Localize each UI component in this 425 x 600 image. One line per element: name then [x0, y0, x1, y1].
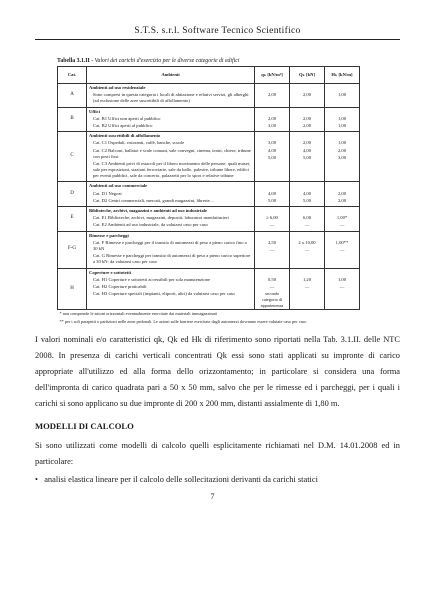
load-value: 3,00: [337, 154, 347, 160]
subcategory-line: Cat. B2 Uffici aperti al pubblico: [93, 122, 153, 128]
value-cell-qk: [255, 84, 290, 108]
load-value: 2,50: [267, 239, 277, 245]
category-title: Ambienti suscettibili di affollamento: [89, 133, 161, 139]
load-value: —: [304, 246, 310, 252]
value-cell-Hk: [325, 207, 360, 232]
value-cell-Qk: [290, 132, 325, 182]
subcategory-line: Cat. B1 Uffici non aperti al pubblico: [93, 115, 161, 121]
load-value: 2,00: [337, 147, 347, 153]
table-row: [58, 84, 360, 108]
col-header-qk: qₖ [kN/m²]: [255, 67, 290, 84]
table-caption-label: Tabella 3.1.II: [57, 58, 90, 64]
ambienti-cell: [87, 132, 255, 182]
category-cell: H: [58, 268, 87, 310]
value-cell-qk: [255, 182, 290, 207]
col-header-ambienti: Ambienti: [87, 67, 255, 84]
load-value: —: [339, 283, 345, 289]
load-value: —: [269, 222, 275, 228]
subcategory-line: Cat. C3 Ambienti privi di ostacoli per il libero movimento delle persone, quali musei, sale per esposizioni, stazioni ferroviarie, sale da ballo, palestre, tribune libere, edifici per eventi pubblici, sale da concerto, palazzetti per lo sport e relative tribune: [93, 160, 251, 179]
category-cell: A: [58, 84, 87, 108]
load-value: 2,00: [267, 92, 277, 98]
load-value: 1,00*: [336, 215, 348, 221]
load-value: 2,00: [267, 115, 277, 121]
category-title: Ambienti ad uso residenziale: [89, 85, 146, 90]
subcategory-line: Cat. E1 Biblioteche, archivi, magazzini, depositi, laboratori manifatturieri: [93, 215, 229, 221]
table-row: [58, 107, 360, 132]
value-cell-Qk: [290, 107, 325, 132]
load-value: 2,00: [302, 92, 312, 98]
col-header-Qk: Qₖ [kN]: [290, 67, 325, 84]
subcategory-line: Cat. H1 Coperture e sottotetti accessibili per sola manutenzione: [93, 276, 210, 282]
load-value: 5,00: [267, 154, 277, 160]
value-cell-Hk: [325, 84, 360, 108]
category-cell: C: [58, 132, 87, 182]
category-cell: D: [58, 182, 87, 207]
subcategory-line: Cat. D1 Negozi: [93, 190, 122, 196]
value-cell-qk: [255, 231, 290, 268]
ambienti-cell: [87, 268, 255, 310]
table-row: [58, 231, 360, 268]
category-title: Ambienti ad uso commerciale: [89, 183, 148, 189]
value-cell-qk: [255, 107, 290, 132]
category-title: Biblioteche, archivi, magazzini e ambienti ad uso industriale: [89, 208, 207, 213]
load-value: 1,00: [337, 92, 347, 98]
ambienti-cell: [87, 182, 255, 207]
load-value: 3,00: [267, 122, 277, 128]
paragraph-reference-values: I valori nominali e/o caratteristici qk, Qk ed Hk di riferimento sono riportati nella Tab. 3.1.II. delle NTC 2008. In presenza di carichi verticali concentrati Qk essi sono stati applicati su impronte di carico appropriate all'utilizzo ed alla forma dello orizzontamento; in particolare si considera una forma dell'impronta di carico quadrata pari a 50 x 50 mm, salvo che per le rimesse ed i parcheggi, per i quali i carichi si sono applicano su due impronte di 200 x 200 mm, distanti assialmente di 1,80 m.: [35, 335, 400, 409]
section-heading: MODELLI DI CALCOLO: [35, 421, 134, 432]
table-row: [58, 207, 360, 232]
load-value: 1,20: [302, 276, 312, 282]
load-value: 2,00: [337, 190, 347, 196]
load-value: 0,50: [267, 276, 277, 282]
col-header-Hk: Hₖ [kN/m]: [325, 67, 360, 84]
value-cell-Hk: [325, 268, 360, 310]
table-footnote: ** per i soli parapetti o partizioni nelle zone pedonali. Le azioni sulle barriere esercitate dagli automezzi dovranno essere valutate caso per caso: [59, 319, 307, 325]
load-value: —: [304, 222, 310, 228]
col-header-cat: Cat.: [58, 67, 87, 84]
load-value: 4,00: [267, 147, 277, 153]
subcategory-line: Cat. C2 Balconi, ballatoi e scale comuni, sale convegni, cinema, teatri, chiese, tribune con posti fissi: [93, 147, 251, 159]
running-header: S.T.S. s.r.l. Software Tecnico Scientifico: [134, 26, 301, 36]
load-value: 4,00: [302, 190, 312, 196]
value-cell-Hk: [325, 182, 360, 207]
h2-note: secondo categoria di appartenenza: [260, 291, 284, 308]
load-value: —: [269, 283, 275, 289]
subcategory-line: Cat. E2 Ambienti ad uso industriale, da valutarsi caso per caso: [93, 222, 208, 228]
load-value: 3,00: [267, 140, 277, 146]
load-value: 1,00: [337, 115, 347, 121]
footnote-row: [58, 310, 360, 318]
load-value: 5,00: [302, 197, 312, 203]
value-cell-qk: [255, 132, 290, 182]
load-value: 2,00: [302, 122, 312, 128]
value-cell-Hk: [325, 132, 360, 182]
load-value: 6,00: [302, 215, 312, 221]
subcategory-line: Cat. F Rimesse e parcheggi per il transito di automezzi di peso a pieno carico fino a 30 kN: [93, 239, 247, 251]
load-value: 5,00: [267, 197, 277, 203]
subcategory-line: Sono compresi in questa categoria i locali di abitazione e relativi servizi, gli alberghi (ad esclusione delle aree suscettibili di affollamento): [93, 92, 249, 104]
subcategory-line: Cat. G Rimesse e parcheggi per transito di automezzi di peso a pieno carico superiore a 30 kN: da valutarsi caso per caso: [93, 253, 251, 265]
value-cell-Qk: [290, 84, 325, 108]
category-title: Rimesse e parcheggi: [89, 232, 129, 238]
load-value: —: [269, 246, 275, 252]
load-value: —: [339, 246, 345, 252]
category-title: Coperture e sottotetti: [89, 269, 132, 275]
load-value: 1,00: [337, 122, 347, 128]
subcategory-line: Cat. D2 Centri commerciali, mercati, grandi magazzini, librerie…: [93, 197, 215, 203]
value-cell-qk: [255, 268, 290, 310]
category-cell: F-G: [58, 231, 87, 268]
loads-table: [57, 66, 360, 326]
header-rule: [35, 39, 400, 40]
ambienti-cell: [87, 107, 255, 132]
category-cell: E: [58, 207, 87, 232]
load-value: 2,00: [302, 115, 312, 121]
load-value: 1,00**: [335, 239, 349, 245]
value-cell-Qk: [290, 231, 325, 268]
load-value: 5,00: [302, 154, 312, 160]
load-value: 4,00: [302, 147, 312, 153]
page-number: 7: [210, 492, 215, 502]
ambienti-cell: [87, 207, 255, 232]
load-value: —: [339, 222, 345, 228]
table-row: [58, 132, 360, 182]
value-cell-Qk: [290, 207, 325, 232]
load-value: 2 x 10,00: [298, 239, 316, 245]
table-footnote: * non comprende le azioni orizzontali eventualmente esercitate dai materiali immagazzinati: [59, 311, 217, 317]
subcategory-line: Cat. H3 Coperture speciali (impianti, eliporti, altri) da valutarsi caso per caso: [93, 291, 235, 297]
value-cell-Hk: [325, 107, 360, 132]
table-header-row: [58, 67, 360, 84]
value-cell-Hk: [325, 231, 360, 268]
table-row: [58, 182, 360, 207]
bullet-item: • analisi elastica lineare per il calcolo delle sollecitazioni derivanti da carichi statici: [35, 475, 318, 485]
load-value: 4,00: [267, 190, 277, 196]
category-title: Uffici: [89, 108, 100, 114]
ambienti-cell: [87, 231, 255, 268]
footnote-row: [58, 318, 360, 326]
value-cell-Qk: [290, 268, 325, 310]
table-caption-text: - Valori dei carichi d'esercizio per le diverse categorie di edifici: [91, 58, 240, 64]
load-value: 1,00: [337, 140, 347, 146]
subcategory-line: Cat. H2 Coperture praticabili: [93, 283, 147, 289]
load-value: 2,00: [302, 140, 312, 146]
paragraph-calculation-models: Si sono utilizzati come modelli di calcolo quelli esplicitamente richiamati nel D.M. 14.01.2008 ed in particolare:: [35, 441, 400, 467]
ambienti-cell: [87, 84, 255, 108]
load-value: ≥ 6,00: [266, 215, 278, 221]
value-cell-Qk: [290, 182, 325, 207]
load-value: 2,00: [337, 197, 347, 203]
subcategory-line: Cat. C1 Ospedali, ristoranti, caffè, banche, scuole: [93, 140, 185, 146]
category-cell: B: [58, 107, 87, 132]
value-cell-qk: [255, 207, 290, 232]
load-value: —: [304, 283, 310, 289]
bullet-text: analisi elastica lineare per il calcolo delle sollecitazioni derivanti da carichi statici: [44, 475, 318, 485]
table-caption: [57, 58, 397, 64]
table-row: [58, 268, 360, 310]
load-value: 1,00: [337, 276, 347, 282]
